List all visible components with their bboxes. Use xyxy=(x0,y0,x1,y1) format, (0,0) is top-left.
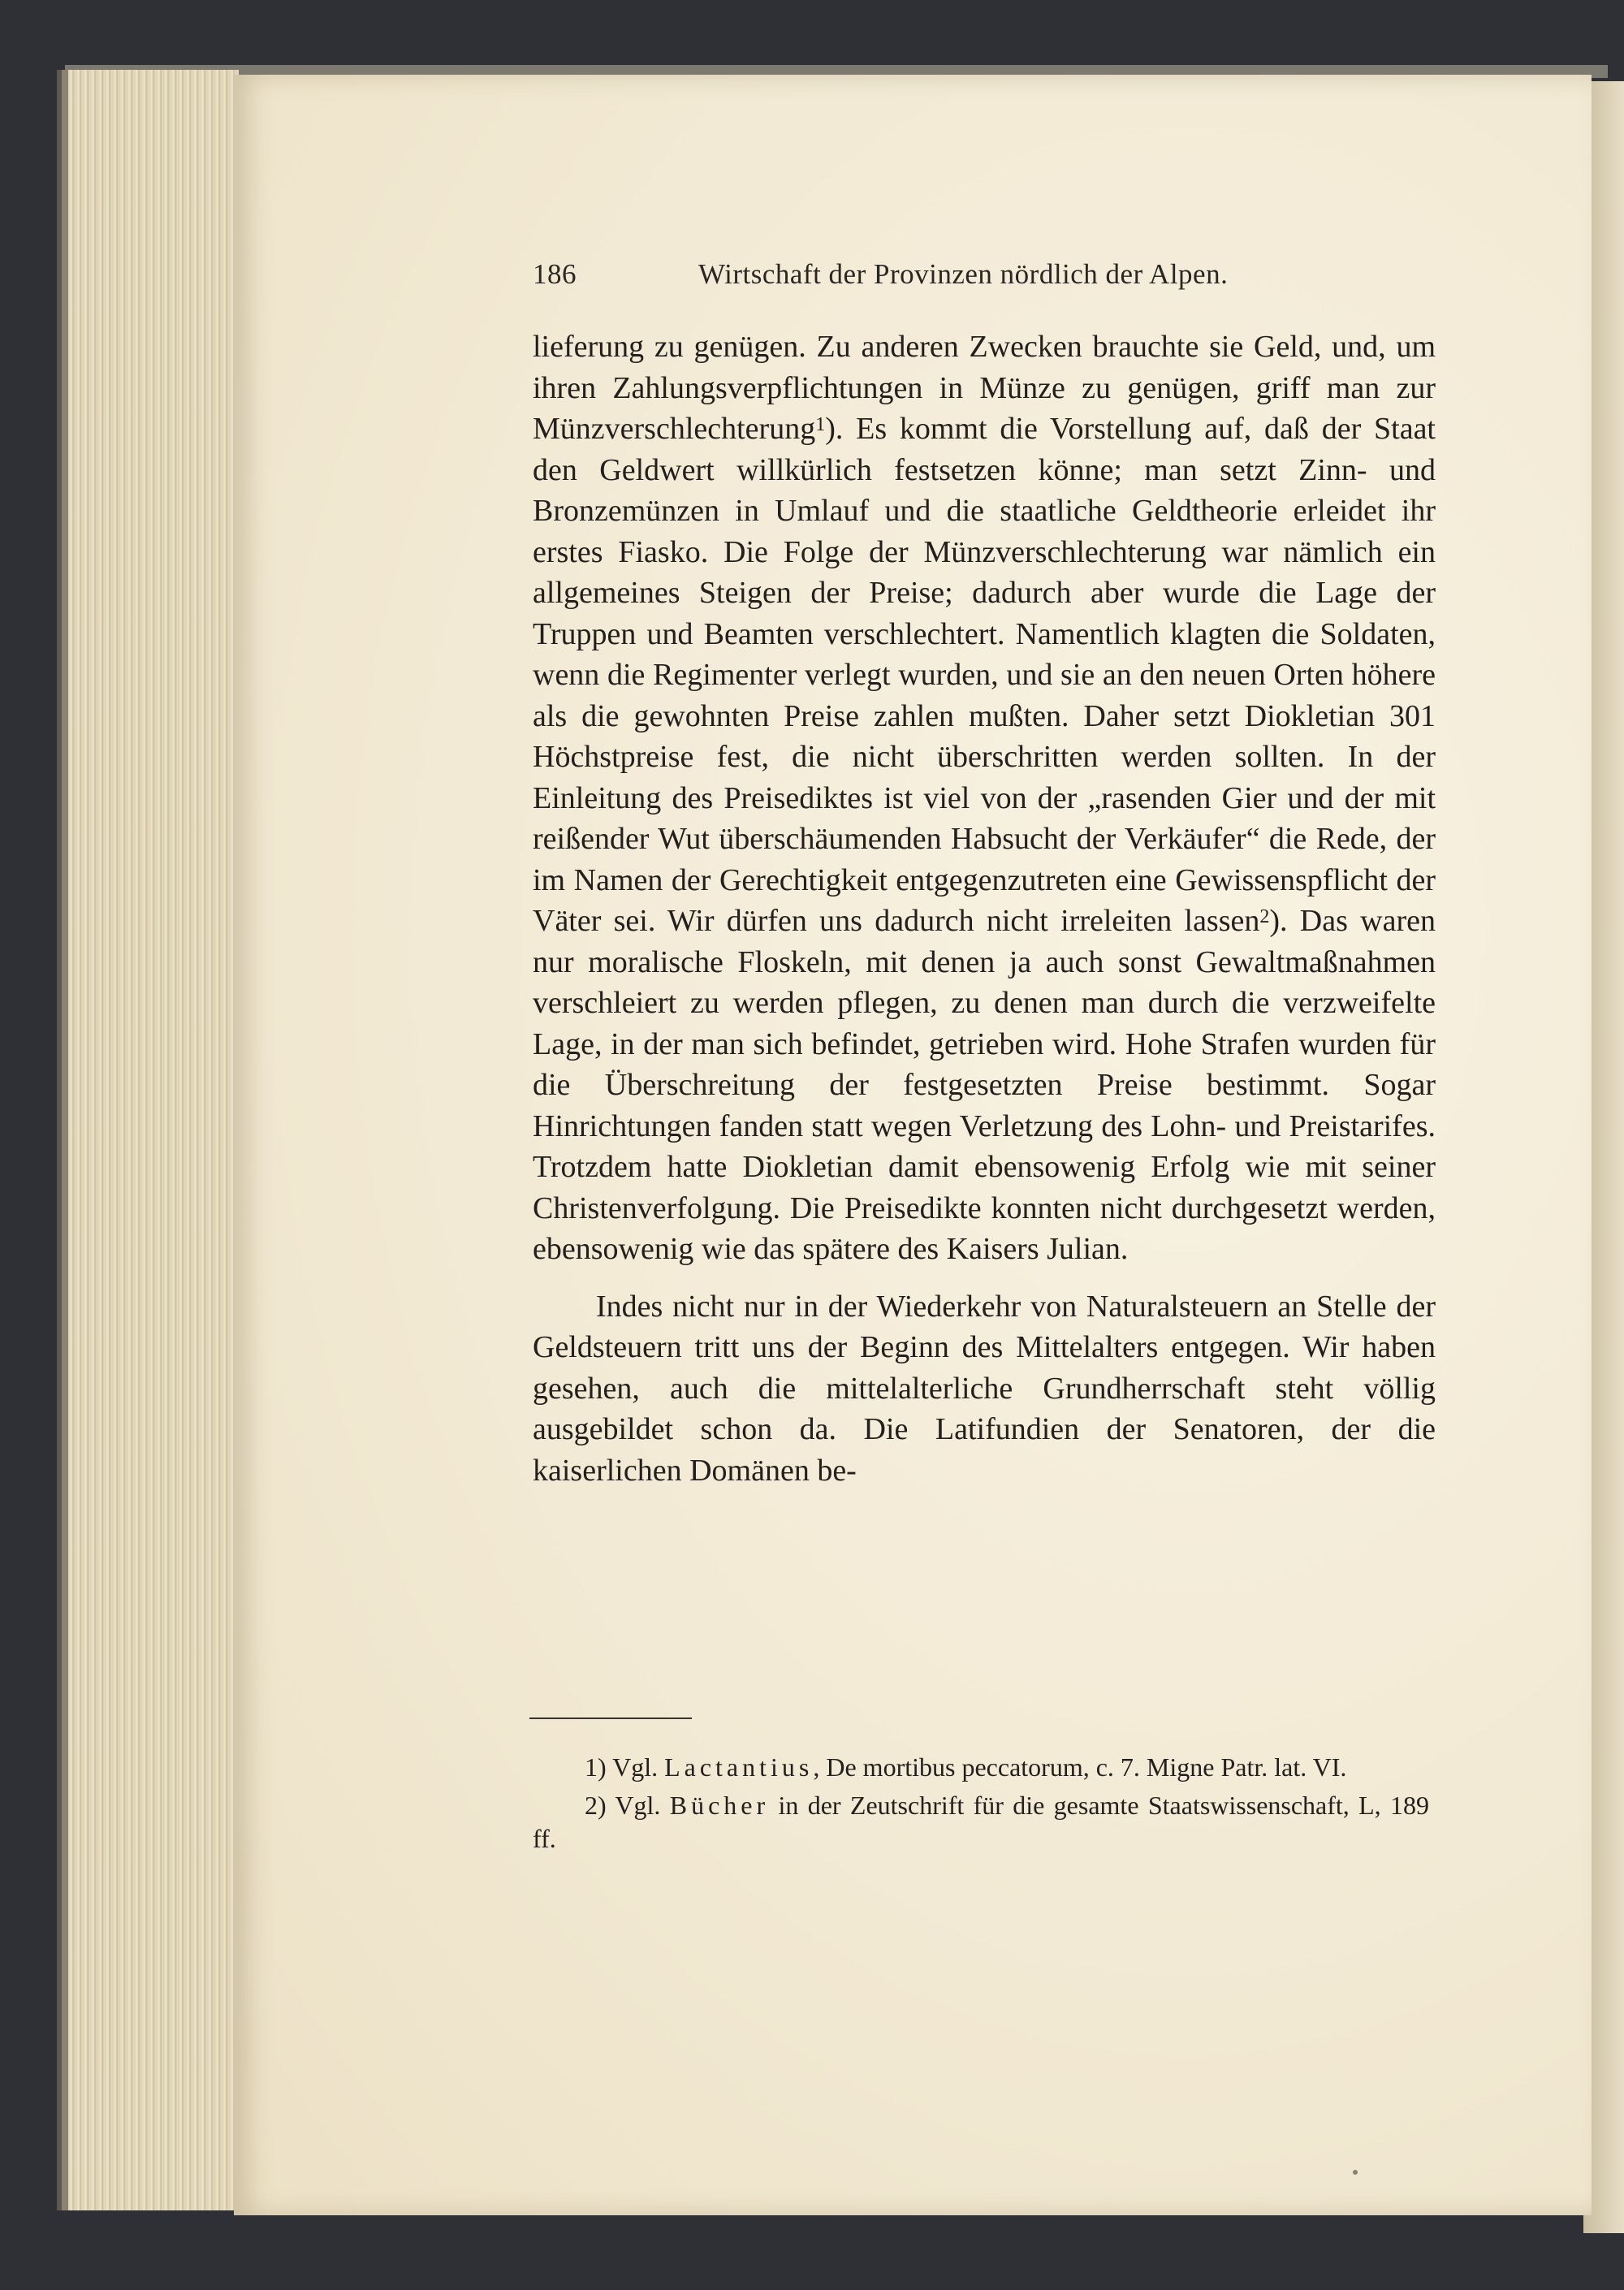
paragraph-1-text-a: lieferung zu genügen. Zu anderen Zwecken brauchte sie Geld, und, um ihren Zahlungsverpflichtungen in Münze zu genügen, griff man zur Münzverschlechterung xyxy=(533,330,1436,446)
footnotes xyxy=(533,1751,1429,1860)
body-text xyxy=(533,326,1436,1491)
footnote-divider xyxy=(529,1718,692,1719)
page-number: 186 xyxy=(533,258,577,290)
footnote-1 xyxy=(533,1751,1429,1784)
footnote-1-text: , De mortibus peccatorum, c. 7. Migne Patr. lat. VI. xyxy=(813,1752,1347,1782)
paragraph-1 xyxy=(533,326,1436,1270)
paragraph-1-text-c: ). Das waren nur moralische Floskeln, mit denen ja auch sonst Gewaltmaßnahmen verschleiert zu werden pflegen, zu denen man durch die verzweifelte Lage, in der man sich befindet, getrieben wird. Hohe Strafen wurden für die Überschreitung der festgesetzten Preise bestimmt. Sogar Hinrichtungen fanden statt wegen Verletzung des Lohn- und Preistarifes. Trotzdem hatte Diokletian damit ebensowenig Erfolg wie mit seiner Christenverfolgung. Die Preisedikte konnten nicht durchgesetzt werden, ebensowenig wie das spätere des Kaisers Julian. xyxy=(533,904,1436,1266)
footnote-1-prefix: 1) Vgl. xyxy=(585,1752,665,1782)
footnote-1-author: Lactantius xyxy=(664,1752,814,1782)
footnote-2 xyxy=(533,1789,1429,1856)
footnote-2-prefix: 2) Vgl. xyxy=(585,1791,670,1820)
footnote-ref-2: 2 xyxy=(1259,906,1270,927)
paragraph-1-text-b: ). Es kommt die Vorstellung auf, daß der Staat den Geldwert willkürlich festsetzen könne; man setzt Zinn- und Bronzemünzen in Umlauf und die staatliche Geldtheorie erleidet ihr erstes Fiasko. Die Folge der Münzverschlechterung war nämlich ein allgemeines Steigen der Preise; dadurch aber wurde die Lage der Truppen und Beamten verschlechtert. Namentlich klagten die Soldaten, wenn die Regimenter verlegt wurden, und sie an den neuen Orten höhere als die gewohnten Preise zahlen mußten. Daher setzt Diokletian 301 Höchstpreise fest, die nicht überschritten werden sollten. In der Einleitung des Preisediktes ist viel von der „rasenden Gier und der mit reißender Wut überschäumenden Habsucht der Verkäufer“ die Rede, der im Namen der Gerechtigkeit entgegenzutreten eine Gewissenspflicht der Väter sei. Wir dürfen uns dadurch nicht irreleiten lassen xyxy=(533,412,1436,938)
footnote-2-author: Bücher xyxy=(669,1791,770,1820)
paper-speck xyxy=(1353,2170,1358,2175)
page-stack-edge xyxy=(68,70,239,2210)
page-header xyxy=(533,258,1304,294)
running-title: Wirtschaft der Provinzen nördlich der Alpen. xyxy=(698,258,1229,290)
paragraph-2: Indes nicht nur in der Wiederkehr von Naturalsteuern an Stelle der Geldsteuern tritt uns der Beginn des Mittelalters entgegen. Wir haben gesehen, auch die mittelalterliche Grundherrschaft steht völlig ausgebildet schon da. Die Latifundien der Senatoren, der die kaiserlichen Domänen be- xyxy=(533,1289,1436,1488)
footnote-2-text: in der Zeutschrift für die gesamte Staatswissenschaft, L, 189 ff. xyxy=(533,1791,1430,1853)
footnote-ref-1: 1 xyxy=(815,414,826,435)
